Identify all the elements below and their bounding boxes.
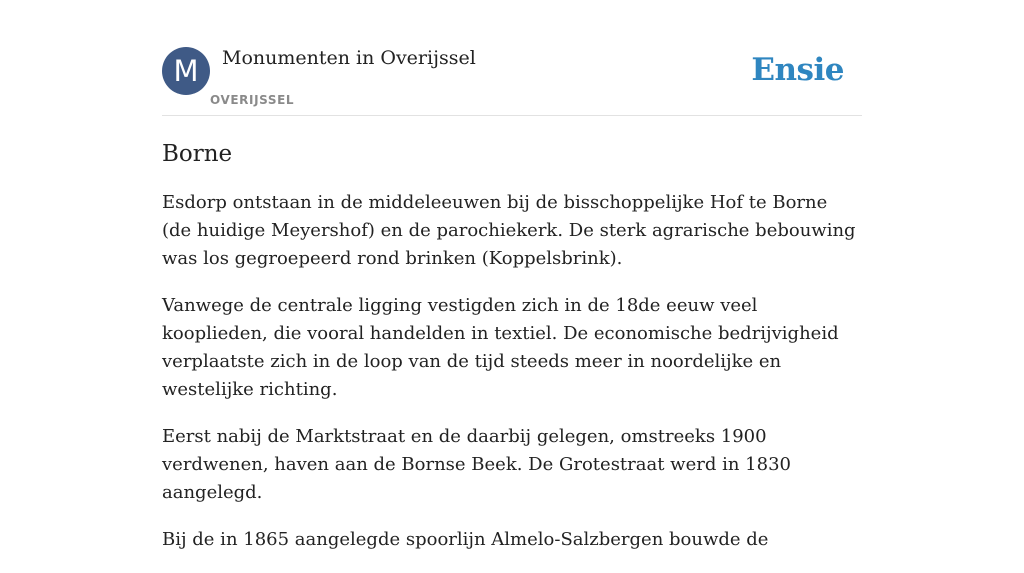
article-title: Borne	[162, 141, 233, 167]
article-paragraph: Eerst nabij de Marktstraat en de daarbij gelegen, omstreeks 1900 verdwenen, haven aan de Bornse Beek. De Grotestraat werd in 1830 aangelegd.	[162, 426, 791, 503]
blog-title-link[interactable]: Monumenten in Overijssel	[222, 47, 476, 69]
ensie-logo[interactable]: Ensie	[751, 52, 844, 88]
avatar[interactable]: M	[162, 47, 210, 95]
article	[162, 138, 862, 573]
category-link[interactable]: OVERIJSSEL	[210, 93, 295, 107]
blog-header	[162, 46, 862, 116]
article-paragraph: Bij de in 1865 aangelegde spoorlijn Almelo-Salzbergen bouwde de	[162, 529, 769, 550]
article-paragraph: Esdorp ontstaan in de middeleeuwen bij de bisschoppelijke Hof te Borne (de huidige Meyershof) en de parochiekerk. De sterk agrarische bebouwing was los gegroepeerd rond brinken (Koppelsbrink).	[162, 192, 856, 269]
header-divider	[162, 115, 862, 116]
article-paragraph: Vanwege de centrale ligging vestigden zich in de 18de eeuw veel kooplieden, die vooral handelden in textiel. De economische bedrijvigheid verplaatste zich in de loop van de tijd steeds meer in noordelijke en westelijke richting.	[162, 295, 839, 400]
